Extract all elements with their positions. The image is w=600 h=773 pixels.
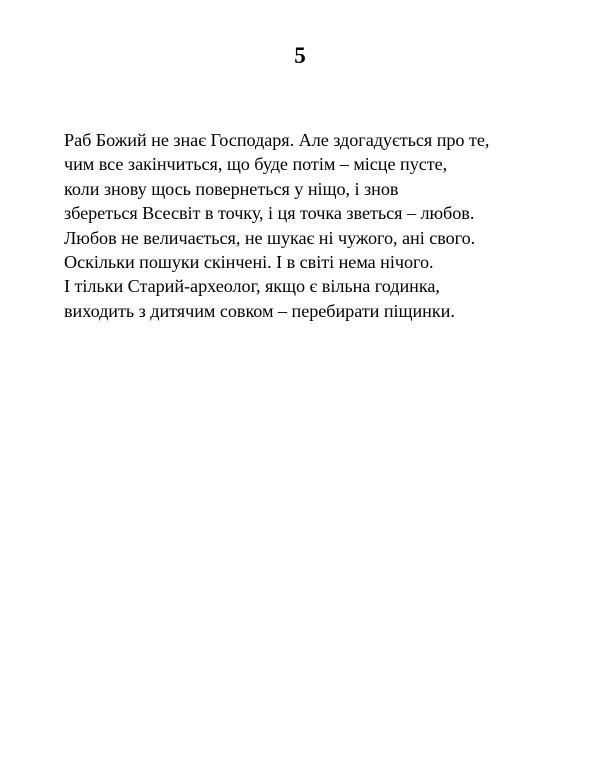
poem-line-2: чим все закінчиться, що буде потім – місце пусте,	[64, 154, 448, 175]
poem-line-5: Любов не величається, не шукає ні чужого, ані свого.	[64, 227, 476, 248]
poem-line-6: Оскільки пошуки скінчені. І в світі нема нічого.	[64, 252, 434, 273]
poem-line-8: виходить з дитячим совком – перебирати піщинки.	[64, 300, 455, 321]
poem-line-7: І тільки Старий-археолог, якщо є вільна годинка,	[64, 276, 440, 297]
poem-line-4: збереться Всесвіт в точку, і ця точка зветься – любов.	[64, 203, 475, 224]
poem-line-3: коли знову щось повернеться у ніщо, і знов	[64, 178, 399, 199]
poem-line-1: Раб Божий не знає Господаря. Але здогадується про те,	[64, 130, 490, 150]
poem-number: 5	[294, 43, 306, 68]
poem-body	[64, 128, 584, 323]
